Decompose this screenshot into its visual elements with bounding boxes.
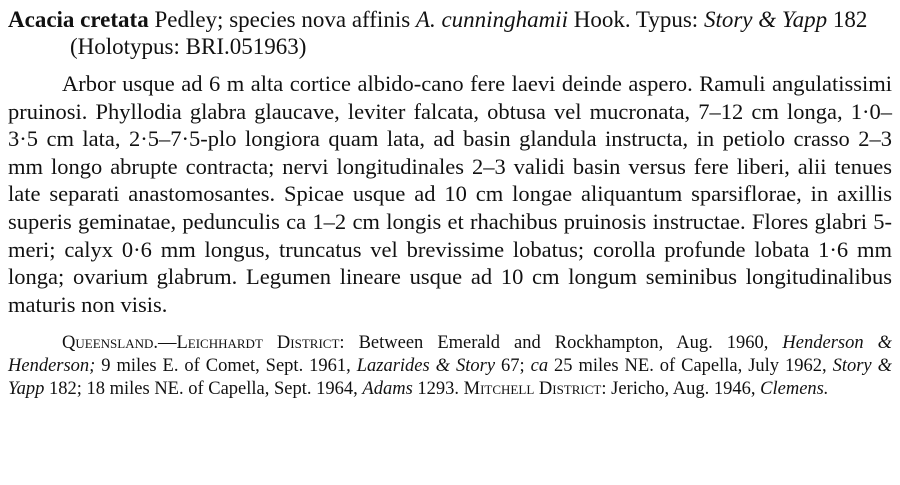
collector-name: Lazarides & Story — [356, 355, 496, 376]
region-name: Queensland. — [62, 333, 158, 354]
type-number: 182 (Holotypus: BRI.051963) — [70, 7, 868, 59]
circa-abbrev: ca — [530, 355, 549, 376]
district-name: Leichhardt District — [176, 333, 340, 354]
type-collectors: Story & Yapp — [703, 7, 828, 32]
specimen-text: 67; — [495, 355, 525, 376]
specimens-examined: Queensland.—Leichhardt District: Between Emerald and Rockhampton, Aug. 1960, Henderson & Henderson; 9 miles E. of Comet, Sept. 1961, Lazarides & Story 67; ca 25 miles NE. of Capella, July 1962, Story & Yapp 182; 18 miles NE. of Capella, Sept. 1964, Adams 1293. Mitchell District: Jericho, Aug. 1946, Clemens. — [8, 333, 893, 399]
species-author: Pedley; species nova affinis — [154, 7, 411, 32]
collector-name: Henderson & Henderson; — [8, 333, 893, 376]
specimen-text: 182; 18 miles NE. of Capella, Sept. 1964, — [44, 378, 358, 399]
specimen-text: 9 miles E. of Comet, Sept. 1961, — [95, 355, 351, 376]
specimen-text: 25 miles NE. of Capella, July 1962, — [548, 355, 827, 376]
collector-name: Adams — [362, 378, 413, 399]
species-name: Acacia cretata — [8, 7, 149, 32]
specimen-text: : Between Emerald and Rockhampton, Aug. 1960, — [339, 333, 769, 354]
district-name: Mitchell District — [463, 378, 602, 399]
species-heading — [8, 6, 892, 60]
related-author: Hook. Typus: — [573, 7, 699, 32]
specimen-text: : Jericho, Aug. 1946, — [601, 378, 756, 399]
latin-description: Arbor usque ad 6 m alta cortice albido-cano fere laevi deinde aspero. Ramuli angulatissimi pruinosi. Phyllodia glabra glaucave, leviter falcata, obtusa vel mucronata, 7–12 cm longa, 1·0–3·5 cm lata, 2·5–7·5-plo longiora quam lata, ad basin glandula instructa, in petiolo crasso 2–3 mm longo abrupte contracta; nervi longitudinales 2–3 validi basin versus fere liberi, alii tenues late separati anastomosantes. Spicae usque ad 10 cm longae aliquantum sparsiflorae, in axillis superis geminatae, pedunculis ca 1–2 cm longis et rhachibus pruinosis instructae. Flores glabri 5-meri; calyx 0·6 mm longus, truncatus vel brevissime lobatus; corolla profunde lobata 1·6 mm longa; ovarium glabrum. Legumen lineare usque ad 10 cm longum seminibus longitudinalibus maturis non visis. — [8, 71, 892, 317]
collector-name: Clemens. — [760, 378, 829, 399]
collector-name: Story & Yapp — [8, 355, 892, 399]
species-description-page — [8, 6, 892, 400]
specimen-text: 1293. — [412, 378, 460, 399]
related-species: A. cunninghamii — [415, 7, 568, 32]
